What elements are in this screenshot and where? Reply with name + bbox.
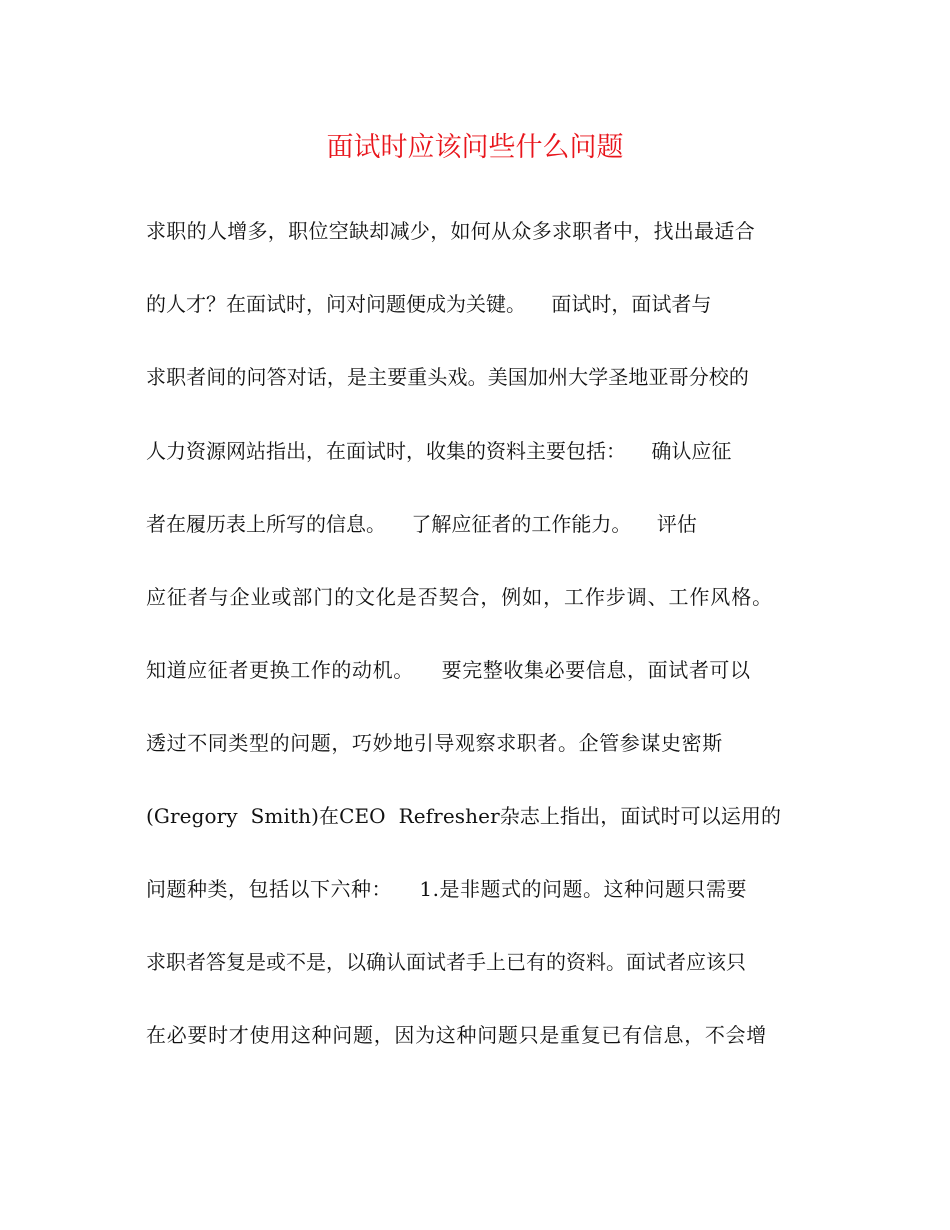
body-line-10: 问题种类，包括以下六种： 1.是非题式的问题。这种问题只需要 — [146, 877, 748, 901]
body-line-8: 透过不同类型的问题，巧妙地引导观察求职者。企管参谋史密斯 — [146, 731, 723, 755]
body-line-5: 者在履历表上所写的信息。 了解应征者的工作能力。 评估 — [146, 512, 697, 536]
body-line-11: 求职者答复是或不是，以确认面试者手上已有的资料。面试者应该只 — [146, 950, 746, 974]
body-line-12: 在必要时才使用这种问题，因为这种问题只是重复已有信息，不会增 — [146, 1023, 767, 1047]
body-line-3: 求职者间的问答对话，是主要重头戏。美国加州大学圣地亚哥分校的 — [146, 365, 749, 389]
body-line-7: 知道应征者更换工作的动机。 要完整收集必要信息，面试者可以 — [146, 658, 751, 682]
body-line-9: (Gregory Smith)在CEO Refresher杂志上指出，面试时可以运用的 — [146, 804, 782, 828]
document-title: 面试时应该问些什么问题 — [326, 132, 624, 163]
body-line-6: 应征者与企业或部门的文化是否契合，例如，工作步调、工作风格。 — [146, 585, 773, 609]
body-line-4: 人力资源网站指出，在面试时，收集的资料主要包括： 确认应征 — [146, 439, 732, 463]
body-line-2: 的人才？在面试时，问对问题便成为关键。 面试时，面试者与 — [146, 292, 712, 316]
body-line-1: 求职的人增多，职位空缺却减少，如何从众多求职者中，找出最适合 — [146, 219, 755, 243]
